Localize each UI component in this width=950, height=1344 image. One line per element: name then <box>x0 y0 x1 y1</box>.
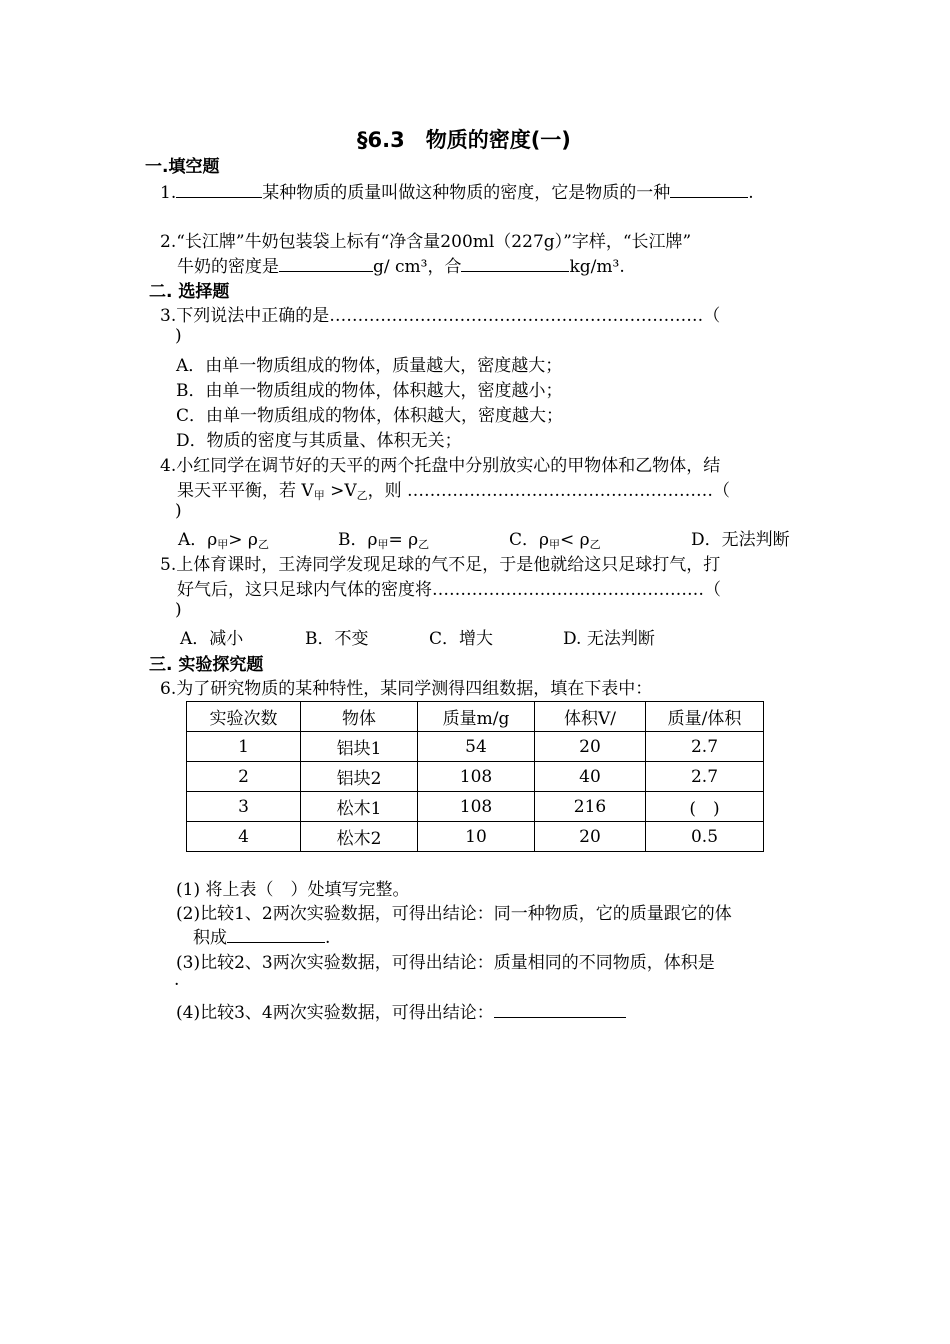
q6-part-3-end: . <box>174 970 180 990</box>
question-4-line-1 <box>160 451 720 476</box>
q4-sub-jia: 甲 <box>313 489 325 502</box>
q4-option-a[interactable] <box>178 525 269 550</box>
q2-unit-2: kg/m³. <box>569 257 625 277</box>
q5-number: 5. <box>160 555 177 575</box>
table-cell: 216 <box>535 792 646 822</box>
table-header: 质量/体积 <box>646 702 764 732</box>
q4-option-c-rho: C．ρ <box>509 530 550 550</box>
q4-option-b-rel: = ρ <box>388 530 419 550</box>
q3-option-b[interactable]: B．由单一物质组成的物体，体积越大，密度越小； <box>176 381 563 401</box>
table-cell: 10 <box>418 822 535 852</box>
table-row <box>187 732 764 762</box>
q3-close-paren: ) <box>175 326 182 346</box>
question-2-line-1 <box>160 227 691 252</box>
q2-line-1: “长江牌”牛奶包装袋上标有“净含量200ml（227g）”字样，“长江牌” <box>176 232 692 252</box>
q4-option-a-yi: 乙 <box>257 538 269 551</box>
table-row <box>187 792 764 822</box>
question-4-line-2 <box>177 476 730 501</box>
q5-option-d[interactable]: D. 无法判断 <box>563 629 655 649</box>
q5-option-b[interactable]: B．不变 <box>305 629 369 649</box>
q4-line-1: 小红同学在调节好的天平的两个托盘中分别放实心的甲物体和乙物体，结 <box>176 456 721 476</box>
q2-number: 2. <box>160 232 177 252</box>
table-cell: 108 <box>418 792 535 822</box>
question-2-line-2 <box>177 252 625 277</box>
q4-option-c-jia: 甲 <box>549 538 561 551</box>
q6-part-4 <box>176 998 626 1023</box>
q4-option-a-jia: 甲 <box>217 538 229 551</box>
q4-option-d[interactable]: D．无法判断 <box>691 530 790 550</box>
q4-option-c-rel: < ρ <box>560 530 590 550</box>
table-cell: 松木2 <box>301 822 418 852</box>
q3-option-d[interactable]: D．物质的密度与其质量、体积无关； <box>176 431 462 451</box>
q4-option-b-jia: 甲 <box>377 538 389 551</box>
q6-part-2-line-1: (2)比较1、2两次实验数据，可得出结论：同一种物质，它的质量跟它的体 <box>176 904 732 924</box>
q3-text: 下列说法中正确的是…………………………………………………………（ <box>176 306 721 326</box>
table-cell: 4 <box>187 822 301 852</box>
q5-line-1: 上体育课时，王涛同学发现足球的气不足，于是他就给这只足球打气，打 <box>176 555 721 575</box>
data-table <box>186 701 764 852</box>
table-cell: 2.7 <box>646 762 764 792</box>
q3-option-c[interactable]: C．由单一物质组成的物体，体积越大，密度越大； <box>176 406 564 426</box>
q6-number: 6. <box>160 679 177 699</box>
table-header: 实验次数 <box>187 702 301 732</box>
q1-end: . <box>748 183 754 203</box>
q3-number: 3. <box>160 306 177 326</box>
q2-blank-2[interactable] <box>461 255 569 272</box>
q4-gt: >V <box>324 481 357 501</box>
q4-number: 4. <box>160 456 177 476</box>
table-header: 质量m/g <box>418 702 535 732</box>
q4-sub-yi: 乙 <box>356 489 368 502</box>
question-6 <box>160 674 652 699</box>
table-header: 体积V/ <box>535 702 646 732</box>
q1-text: 某种物质的质量叫做这种物质的密度，它是物质的一种 <box>262 183 671 203</box>
section-experiment: 三. 实验探究题 <box>149 655 264 675</box>
question-1 <box>160 178 754 203</box>
q4-close-paren: ) <box>175 501 182 521</box>
table-header: 物体 <box>301 702 418 732</box>
table-header-row <box>187 702 764 732</box>
q5-close-paren: ) <box>175 600 182 620</box>
table-cell-blank[interactable]: ( ) <box>646 792 764 822</box>
q4-option-a-rel: > ρ <box>228 530 258 550</box>
q6-part-3: (3)比较2、3两次实验数据，可得出结论：质量相同的不同物质，体积是 <box>176 953 715 973</box>
table-cell: 40 <box>535 762 646 792</box>
section-choice: 二. 选择题 <box>149 282 230 302</box>
q1-number: 1. <box>160 183 177 203</box>
table-cell: 2 <box>187 762 301 792</box>
table-cell: 3 <box>187 792 301 822</box>
q6-part-4-blank[interactable] <box>494 1001 626 1018</box>
q6-part-2-blank[interactable] <box>227 926 325 943</box>
q1-blank-1[interactable] <box>176 181 262 198</box>
table-row <box>187 762 764 792</box>
q6-text: 为了研究物质的某种特性，某同学测得四组数据，填在下表中： <box>176 679 653 699</box>
table-cell: 松木1 <box>301 792 418 822</box>
q5-option-c[interactable]: C．增大 <box>429 629 494 649</box>
q6-part-1: (1) 将上表（ ）处填写完整。 <box>176 880 410 900</box>
q5-line-2: 好气后，这只足球内气体的密度将…………………………………………（ <box>177 580 721 600</box>
q6-part-4-text: (4)比较3、4两次实验数据，可得出结论： <box>176 1003 494 1023</box>
q6-part-2-line-2 <box>193 923 330 948</box>
table-cell: 108 <box>418 762 535 792</box>
table-cell: 铝块1 <box>301 732 418 762</box>
q5-option-a[interactable]: A．减小 <box>180 629 244 649</box>
question-5-line-1 <box>160 550 720 575</box>
q4-option-b-yi: 乙 <box>418 538 430 551</box>
q4-option-a-rho: A．ρ <box>178 530 218 550</box>
q6-part-2-end: . <box>325 928 331 948</box>
q2-line-2a: 牛奶的密度是 <box>177 257 279 277</box>
q1-blank-2[interactable] <box>670 181 748 198</box>
q6-part-2-text: 积成 <box>193 928 227 948</box>
question-3 <box>160 301 720 326</box>
page-title: §6.3 物质的密度(一) <box>357 128 571 152</box>
q4-option-c-yi: 乙 <box>589 538 601 551</box>
table-cell: 0.5 <box>646 822 764 852</box>
q4-option-b[interactable] <box>338 525 429 550</box>
table-cell: 2.7 <box>646 732 764 762</box>
table-cell: 20 <box>535 732 646 762</box>
section-fill-blank: 一.填空题 <box>145 157 220 177</box>
table-row <box>187 822 764 852</box>
table-cell: 铝块2 <box>301 762 418 792</box>
table-cell: 54 <box>418 732 535 762</box>
table-cell: 1 <box>187 732 301 762</box>
q3-option-a[interactable]: A．由单一物质组成的物体，质量越大，密度越大； <box>176 356 563 376</box>
q4-line-2b: ，则 ………………………………………………（ <box>367 481 731 501</box>
q2-blank-1[interactable] <box>279 255 373 272</box>
q2-unit-1: g/ cm³，合 <box>373 257 462 277</box>
q4-option-b-rho: B．ρ <box>338 530 378 550</box>
q4-option-c[interactable] <box>509 525 601 550</box>
q4-line-2a: 果天平平衡，若 V <box>177 481 314 501</box>
table-cell: 20 <box>535 822 646 852</box>
